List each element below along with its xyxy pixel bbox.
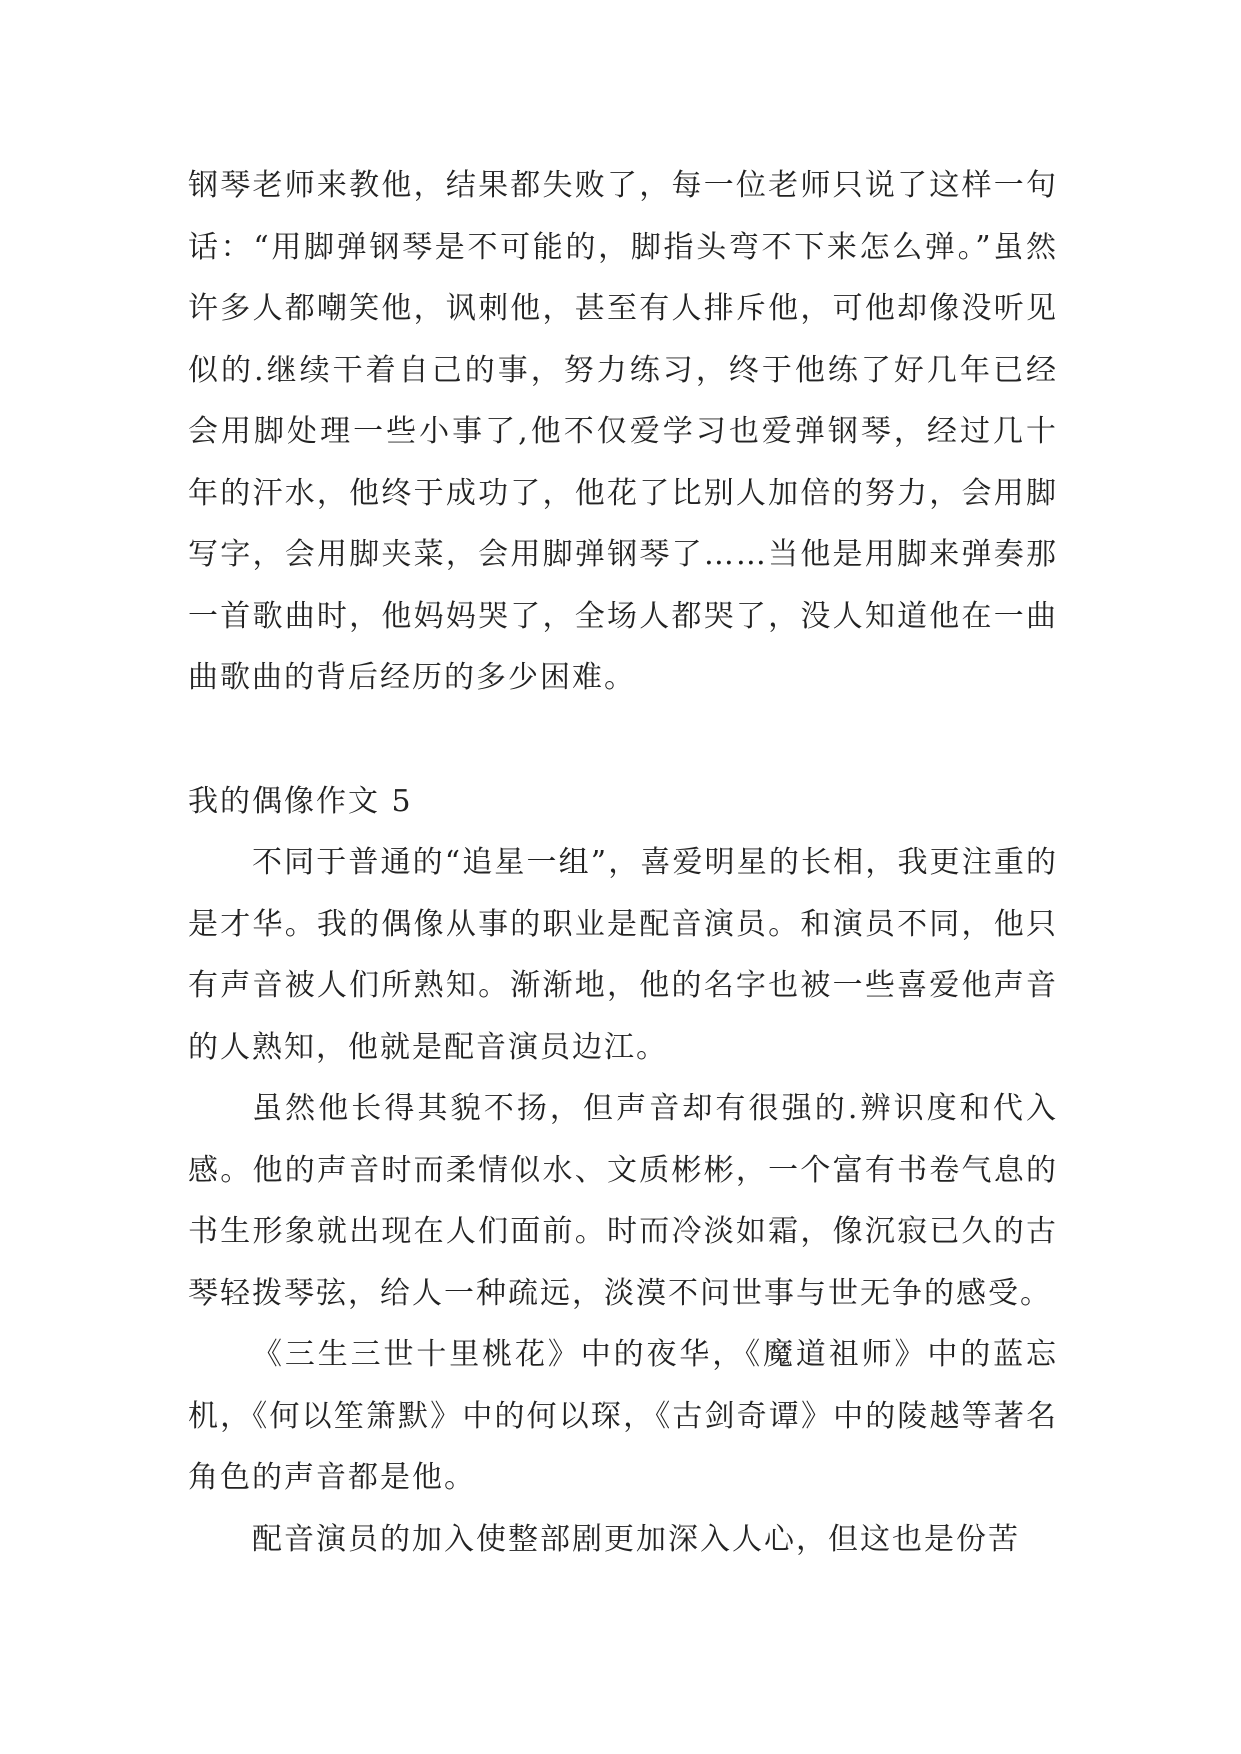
section-title: 我的偶像作文 5 xyxy=(188,783,413,819)
essay-paragraph-4: 配音演员的加入使整部剧更加深入人心，但这也是份苦 xyxy=(252,1521,1020,1557)
essay-paragraph-3: 《三生三世十里桃花》中的夜华，《魔道祖师》中的蓝忘机，《何以笙箫默》中的何以琛，《古剑奇谭》中的陵越等著名角色的声音都是他。 xyxy=(188,1337,1058,1495)
document-body xyxy=(188,155,1058,1570)
continuation-paragraph: 钢琴老师来教他，结果都失败了，每一位老师只说了这样一句话：“用脚弹钢琴是不可能的，脚指头弯不下来怎么弹。”虽然许多人都嘲笑他，讽刺他，甚至有人排斥他，可他却像没听见似的.继续干着自己的事，努力练习，终于他练了好几年已经会用脚处理一些小事了,他不仅爱学习也爱弹钢琴，经过几十年的汗水，他终于成功了，他花了比别人加倍的努力，会用脚写字，会用脚夹菜，会用脚弹钢琴了……当他是用脚来弹奏那一首歌曲时，他妈妈哭了，全场人都哭了，没人知道他在一曲曲歌曲的背后经历的多少困难。 xyxy=(188,168,1058,695)
section-gap xyxy=(188,709,1058,771)
essay-paragraph-1: 不同于普通的“追星一组”，喜爱明星的长相，我更注重的是才华。我的偶像从事的职业是配音演员。和演员不同，他只有声音被人们所熟知。渐渐地，他的名字也被一些喜爱他声音的人熟知，他就是配音演员边江。 xyxy=(188,845,1058,1065)
essay-paragraph-2: 虽然他长得其貌不扬，但声音却有很强的.辨识度和代入感。他的声音时而柔情似水、文质彬彬，一个富有书卷气息的书生形象就出现在人们面前。时而冷淡如霜，像沉寂已久的古琴轻拨琴弦，给人一种疏远，淡漠不问世事与世无争的感受。 xyxy=(188,1091,1058,1311)
